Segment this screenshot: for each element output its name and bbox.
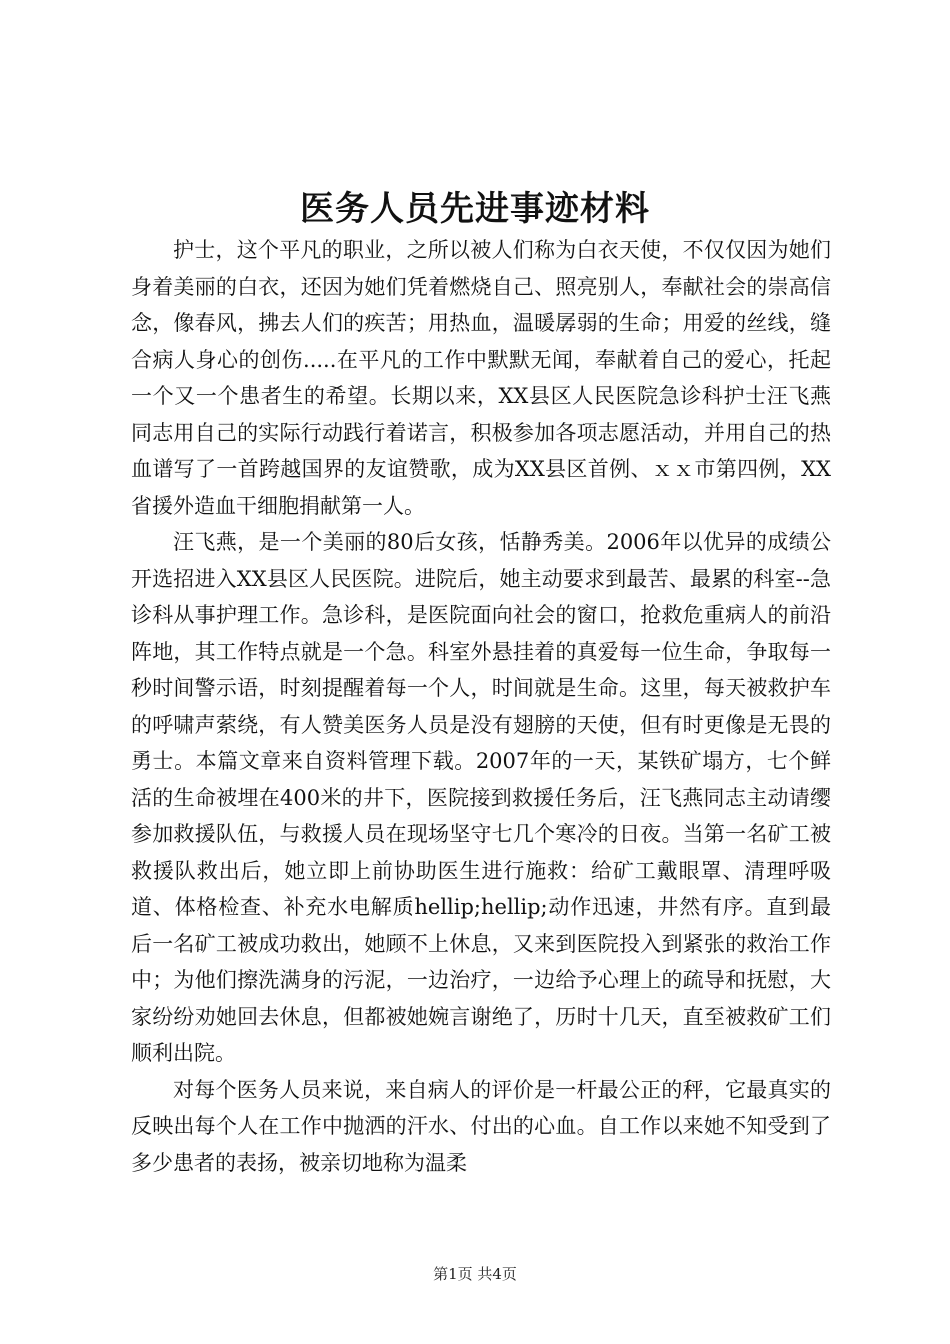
page-number-footer: 第1页 共4页: [433, 1265, 517, 1283]
paragraph-3: 对每个医务人员来说，来自病人的评价是一杆最公正的秤，它最真实的反映出每个人在工作中抛洒的汗水、付出的心血。自工作以来她不知受到了多少患者的表扬，被亲切地称为温柔: [131, 1077, 831, 1175]
paragraph-1: 护士，这个平凡的职业，之所以被人们称为白衣天使，不仅仅因为她们身着美丽的白衣，还因为她们凭着燃烧自己、照亮别人，奉献社会的崇高信念，像春风，拂去人们的疾苦；用热血，温暖孱弱的生命；用爱的丝线，缝合病人身心的创伤.....在平凡的工作中默默无闻，奉献着自己的爱心，托起一个又一个患者生的希望。长期以来，XX县区人民医院急诊科护士汪飞燕同志用自己的实际行动践行着诺言，积极参加各项志愿活动，并用自己的热血谱写了一首跨越国界的友谊赞歌，成为XX县区首例、ｘｘ市第四例，XX省援外造血干细胞捐献第一人。: [131, 238, 831, 518]
document-body: [131, 232, 831, 1181]
paragraph-2: 汪飞燕，是一个美丽的80后女孩，恬静秀美。2006年以优异的成绩公开选招进入XX县区人民医院。进院后，她主动要求到最苦、最累的科室--急诊科从事护理工作。急诊科，是医院面向社会的窗口，抢救危重病人的前沿阵地，其工作特点就是一个急。科室外悬挂着的真爱每一位生命，争取每一秒时间警示语，时刻提醒着每一个人，时间就是生命。这里，每天被救护车的呼啸声萦绕，有人赞美医务人员是没有翅膀的天使，但有时更像是无畏的勇士。本篇文章来自资料管理下载。2007年的一天，某铁矿塌方，七个鲜活的生命被埋在400米的井下，医院接到救援任务后，汪飞燕同志主动请缨参加救援队伍，与救援人员在现场坚守七几个寒冷的日夜。当第一名矿工被救援队救出后，她立即上前协助医生进行施救：给矿工戴眼罩、清理呼吸道、体格检查、补充水电解质hellip;hellip;动作迅速，井然有序。直到最后一名矿工被成功救出，她顾不上休息，又来到医院投入到紧张的救治工作中；为他们擦洗满身的污泥，一边治疗，一边给予心理上的疏导和抚慰，大家纷纷劝她回去休息，但都被她婉言谢绝了，历时十几天，直至被救矿工们顺利出院。: [131, 530, 831, 1065]
document-title: 医务人员先进事迹材料: [300, 189, 650, 229]
